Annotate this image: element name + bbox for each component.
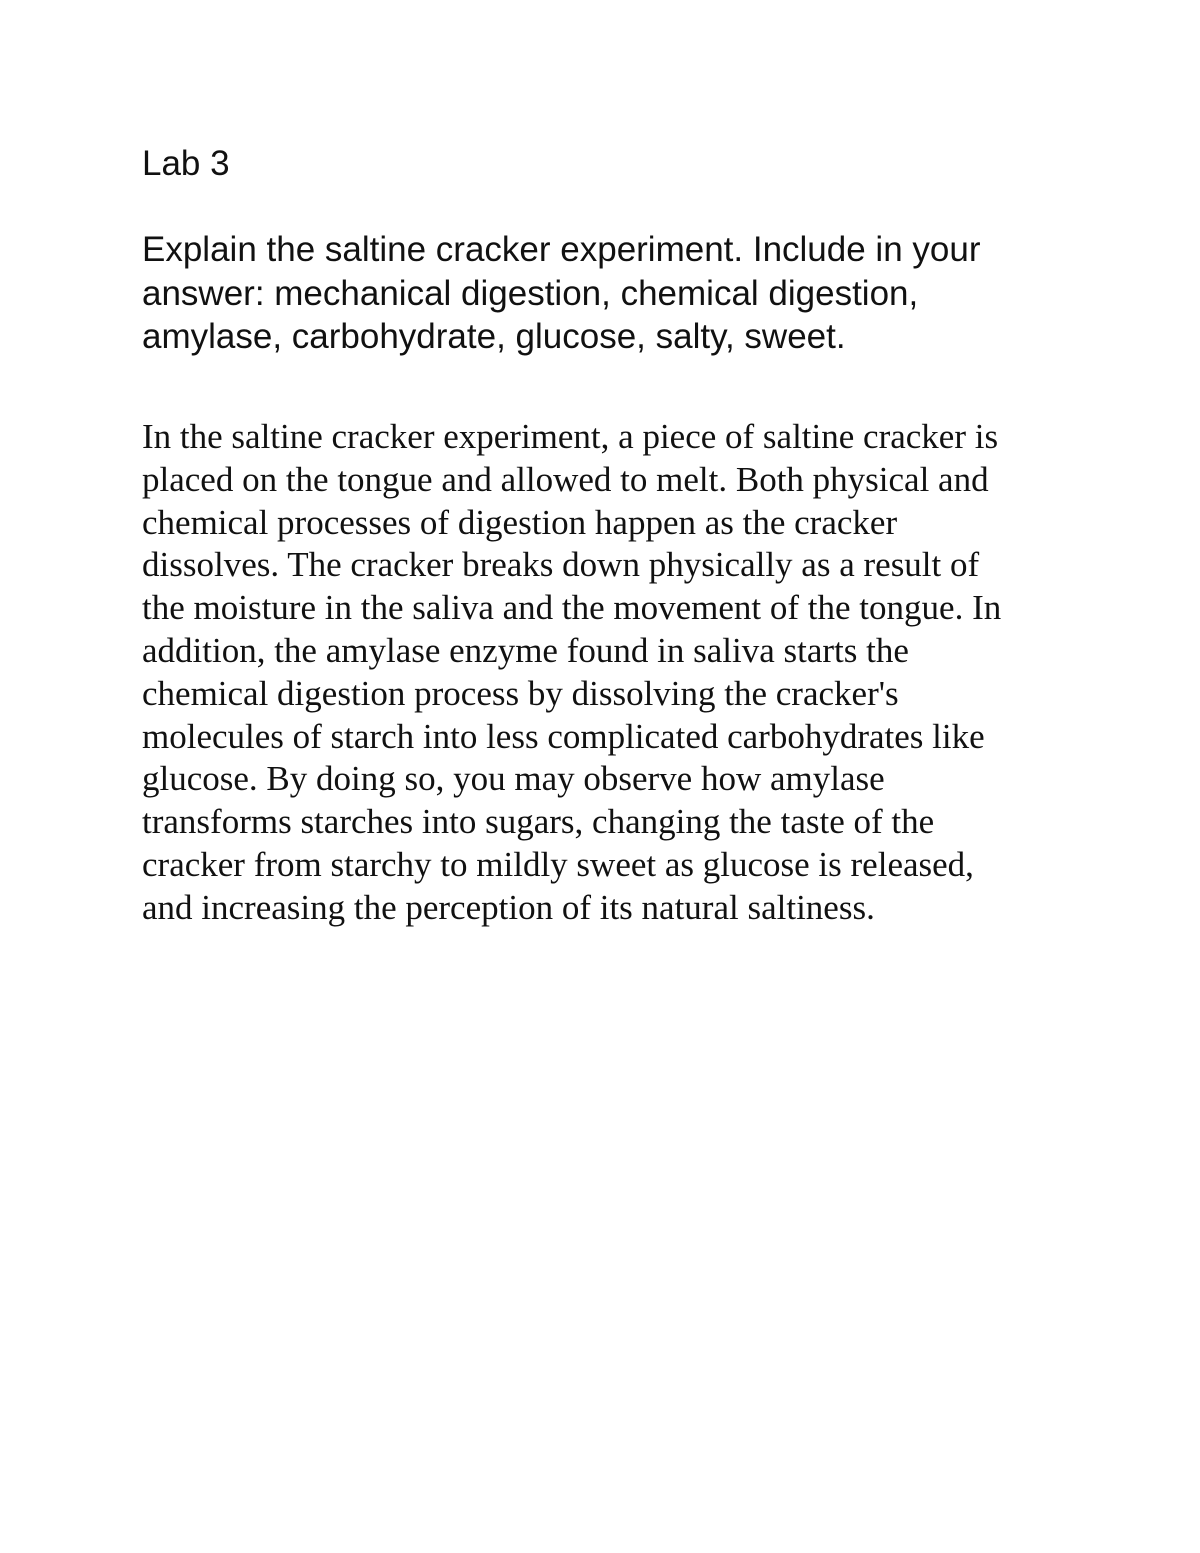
answer-line: addition, the amylase enzyme found in saliva starts the <box>142 630 909 670</box>
answer-line: placed on the tongue and allowed to melt. Both physical and <box>142 459 989 499</box>
answer-line: cracker from starchy to mildly sweet as glucose is released, <box>142 844 974 884</box>
document-title: Lab 3 <box>142 144 230 183</box>
answer-line: and increasing the perception of its natural saltiness. <box>142 887 875 927</box>
answer-line: glucose. By doing so, you may observe how amylase <box>142 759 885 799</box>
question-prompt <box>142 228 1062 359</box>
answer-line: dissolves. The cracker breaks down physically as a result of <box>142 545 980 585</box>
prompt-line: Explain the saltine cracker experiment. Include in your <box>142 230 981 269</box>
answer-line: chemical digestion process by dissolving the cracker's <box>142 673 899 713</box>
prompt-line: answer: mechanical digestion, chemical digestion, <box>142 273 919 313</box>
answer-line: chemical processes of digestion happen as the cracker <box>142 502 898 542</box>
answer-line: transforms starches into sugars, changing the taste of the <box>142 802 935 842</box>
answer-line: the moisture in the saliva and the movement of the tongue. In <box>142 588 1002 628</box>
answer-line: molecules of starch into less complicated carbohydrates like <box>142 716 985 756</box>
prompt-line: amylase, carbohydrate, glucose, salty, sweet. <box>142 317 846 356</box>
answer-paragraph <box>142 416 1082 930</box>
answer-line: In the saltine cracker experiment, a piece of saltine cracker is <box>142 417 999 456</box>
